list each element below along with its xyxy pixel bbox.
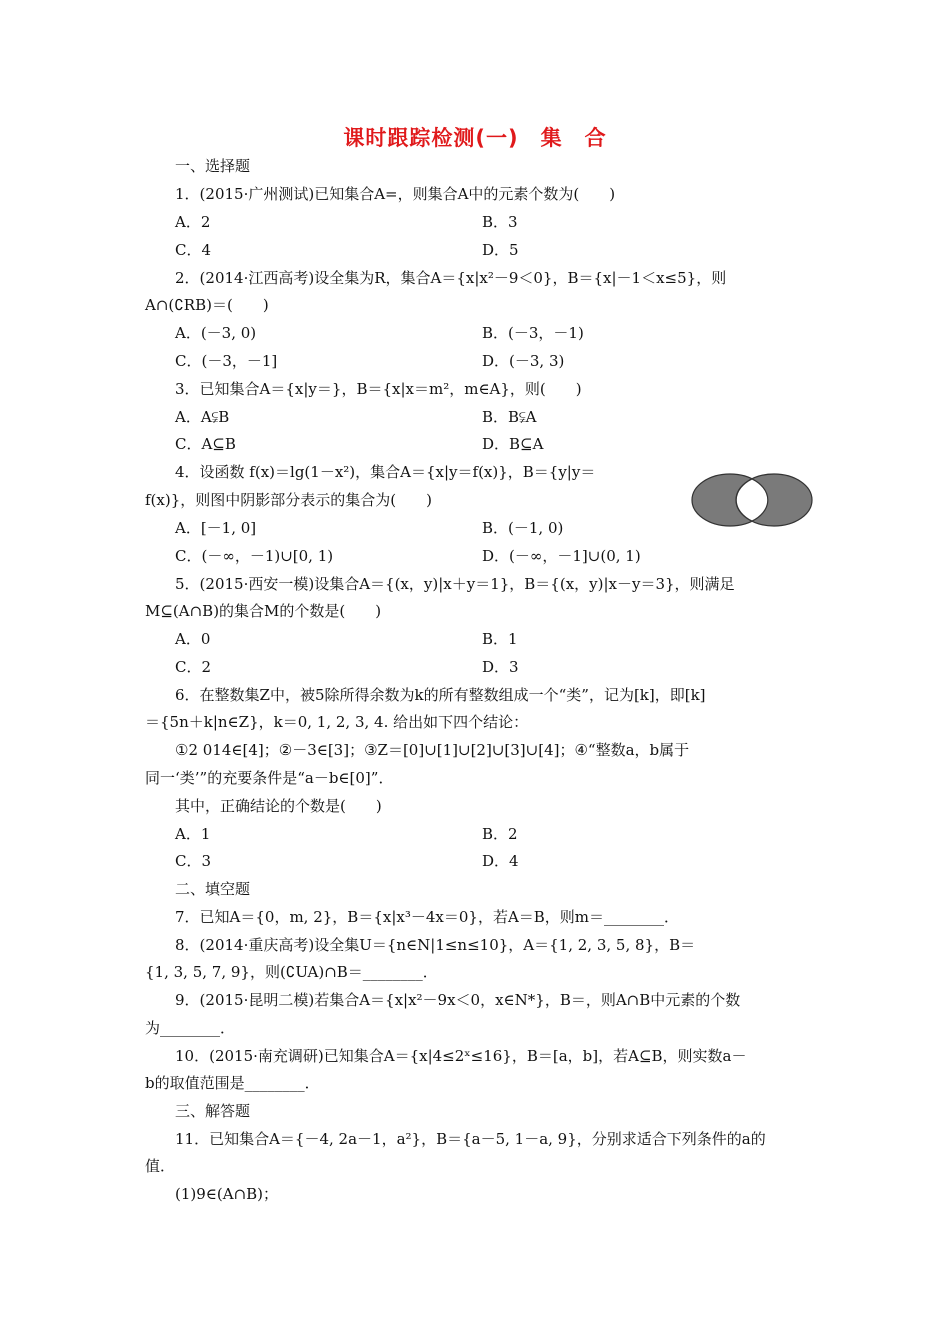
page-title: 课时跟踪检测(一) 集 合 [343,126,607,150]
venn-diagram [690,472,814,528]
question-2-stem: 2．(2014·江西高考)设全集为R，集合A＝{x|x²－9＜0}，B＝{x|－1＜x≤5}，则 [175,269,727,287]
question-2-stem-cont: A∩(∁RB)＝( ) [145,296,269,314]
question-2-option-a: A．(－3, 0) [175,324,257,342]
question-3-option-c: C．A⊆B [175,435,236,453]
question-2-option-d: D．(－3, 3) [482,352,565,370]
question-5-stem: 5．(2015·西安一模)设集合A＝{(x，y)|x＋y＝1}，B＝{(x，y)|x－y＝3}，则满足 [175,575,735,593]
question-4-stem-cont: f(x)}，则图中阴影部分表示的集合为( ) [145,491,432,509]
question-10: 10．(2015·南充调研)已知集合A＝{x|4≤2ˣ≤16}，B＝[a，b]，若A⊆B，则实数a－ [175,1047,747,1065]
section-heading-solve: 三、解答题 [175,1102,251,1120]
question-4-stem: 4．设函数 f(x)＝lg(1－x²)，集合A＝{x|y＝f(x)}，B＝{y|y＝ [175,463,596,481]
question-3-stem: 3．已知集合A＝{x|y＝}，B＝{x|x＝m²，m∈A}，则( ) [175,380,582,398]
question-1-option-a: A．2 [175,213,211,231]
question-8-cont: {1, 3, 5, 7, 9}，则(∁UA)∩B＝________． [145,963,438,981]
question-5-option-c: C．2 [175,658,212,676]
question-9: 9．(2015·昆明二模)若集合A＝{x|x²－9x＜0，x∈N*}，B＝，则A∩B中元素的个数 [175,991,741,1009]
question-6-statements-cont: 同一‘类’”的充要条件是“a－b∈[0]”． [145,769,394,787]
question-11-cont: 值． [145,1157,176,1175]
question-2-option-b: B．(－3，－1) [482,324,584,342]
question-7: 7．已知A＝{0，m, 2}，B＝{x|x³－4x＝0}，若A＝B，则m＝________． [175,908,680,926]
question-11-part-1: (1)9∈(A∩B)； [175,1185,279,1203]
question-3-option-b: B．B⫋A [482,408,537,426]
question-3-option-a: A．A⫋B [175,408,230,426]
question-11: 11．已知集合A＝{－4, 2a－1，a²}，B＝{a－5, 1－a, 9}，分别求适合下列条件的a的 [175,1130,766,1148]
question-5-option-b: B．1 [482,630,518,648]
question-10-cont: b的取值范围是________． [145,1074,320,1092]
question-1-option-d: D．5 [482,241,519,259]
question-6-option-d: D．4 [482,852,519,870]
question-1-option-c: C．4 [175,241,212,259]
question-5-option-a: A．0 [175,630,211,648]
question-3-option-d: D．B⊆A [482,435,544,453]
question-1-option-b: B．3 [482,213,518,231]
question-4-option-c: C．(－∞，－1)∪[0, 1) [175,547,334,565]
question-2-option-c: C．(－3，－1] [175,352,278,370]
question-4-option-a: A．[－1, 0] [175,519,257,537]
question-6-option-c: C．3 [175,852,212,870]
question-6-option-a: A．1 [175,825,211,843]
question-9-cont: 为________． [145,1019,236,1037]
question-5-option-d: D．3 [482,658,519,676]
question-6-stem-line2: ＝{5n＋k|n∈Z}，k＝0, 1, 2, 3, 4. 给出如下四个结论： [145,713,529,731]
question-4-option-d: D．(－∞，－1]∪(0, 1) [482,547,641,565]
question-6-stem: 6．在整数集Z中，被5除所得余数为k的所有整数组成一个“类”，记为[k]，即[k] [175,686,706,704]
question-5-stem-cont: M⊆(A∩B)的集合M的个数是( ) [145,602,382,620]
section-heading-fill: 二、填空题 [175,880,251,898]
question-8: 8．(2014·重庆高考)设全集U＝{n∈N|1≤n≤10}，A＝{1, 2, 3, 5, 8}，B＝ [175,936,696,954]
question-6-statements: ①2 014∈[4]；②－3∈[3]；③Z＝[0]∪[1]∪[2]∪[3]∪[4]；④“整数a，b属于 [175,741,690,759]
question-1-stem: 1．(2015·广州测试)已知集合A=，则集合A中的元素个数为( ) [175,185,616,203]
section-heading-choice: 一、选择题 [175,157,251,175]
question-4-option-b: B．(－1, 0) [482,519,564,537]
question-6-prompt: 其中，正确结论的个数是( ) [175,797,382,815]
question-6-option-b: B．2 [482,825,518,843]
